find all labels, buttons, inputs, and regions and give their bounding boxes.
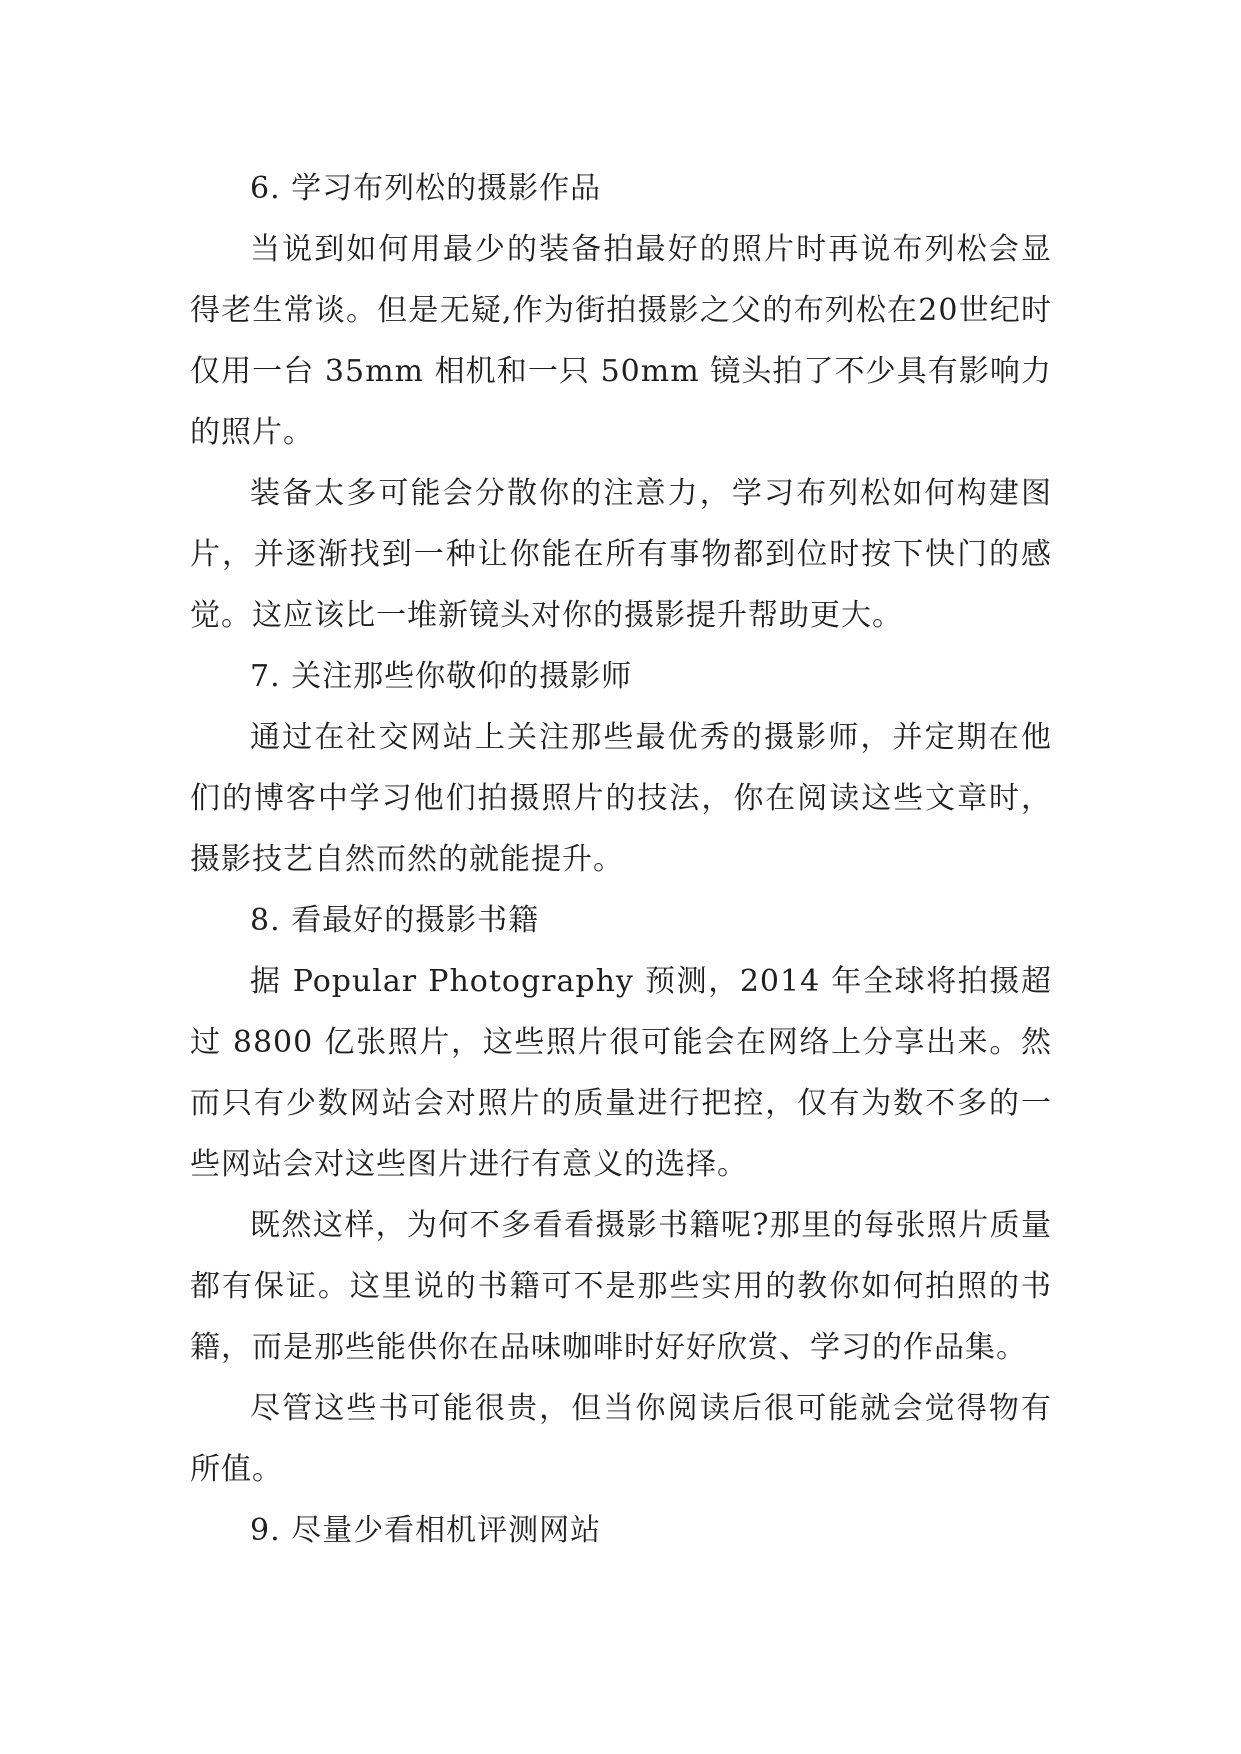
- paragraph: 据 Popular Photography 预测，2014 年全球将拍摄超过 8800 亿张照片，这些照片很可能会在网络上分享出来。然而只有少数网站会对照片的质量进行把控，仅有为数不多的一些网站会对这些图片进行有意义的选择。: [190, 964, 1052, 1182]
- paragraph: 通过在社交网站上关注那些最优秀的摄影师，并定期在他们的博客中学习他们拍摄照片的技法，你在阅读这些文章时，摄影技艺自然而然的就能提升。: [190, 720, 1052, 877]
- section-heading-6: 6. 学习布列松的摄影作品: [250, 171, 602, 206]
- paragraph: 当说到如何用最少的装备拍最好的照片时再说布列松会显得老生常谈。但是无疑,作为街拍摄影之父的布列松在20世纪时仅用一台 35mm 相机和一只 50mm 镜头拍了不少具有影响力的照片。: [190, 232, 1052, 450]
- document-body: [190, 158, 1052, 1561]
- paragraph: 装备太多可能会分散你的注意力，学习布列松如何构建图片，并逐渐找到一种让你能在所有事物都到位时按下快门的感觉。这应该比一堆新镜头对你的摄影提升帮助更大。: [190, 476, 1052, 633]
- section-heading-8: 8. 看最好的摄影书籍: [250, 903, 540, 938]
- section-heading-9: 9. 尽量少看相机评测网站: [250, 1513, 602, 1548]
- paragraph: 既然这样，为何不多看看摄影书籍呢?那里的每张照片质量都有保证。这里说的书籍可不是那些实用的教你如何拍照的书籍，而是那些能供你在品味咖啡时好好欣赏、学习的作品集。: [190, 1208, 1052, 1365]
- section-heading-7: 7. 关注那些你敬仰的摄影师: [250, 659, 633, 694]
- paragraph: 尽管这些书可能很贵，但当你阅读后很可能就会觉得物有所值。: [190, 1391, 1052, 1487]
